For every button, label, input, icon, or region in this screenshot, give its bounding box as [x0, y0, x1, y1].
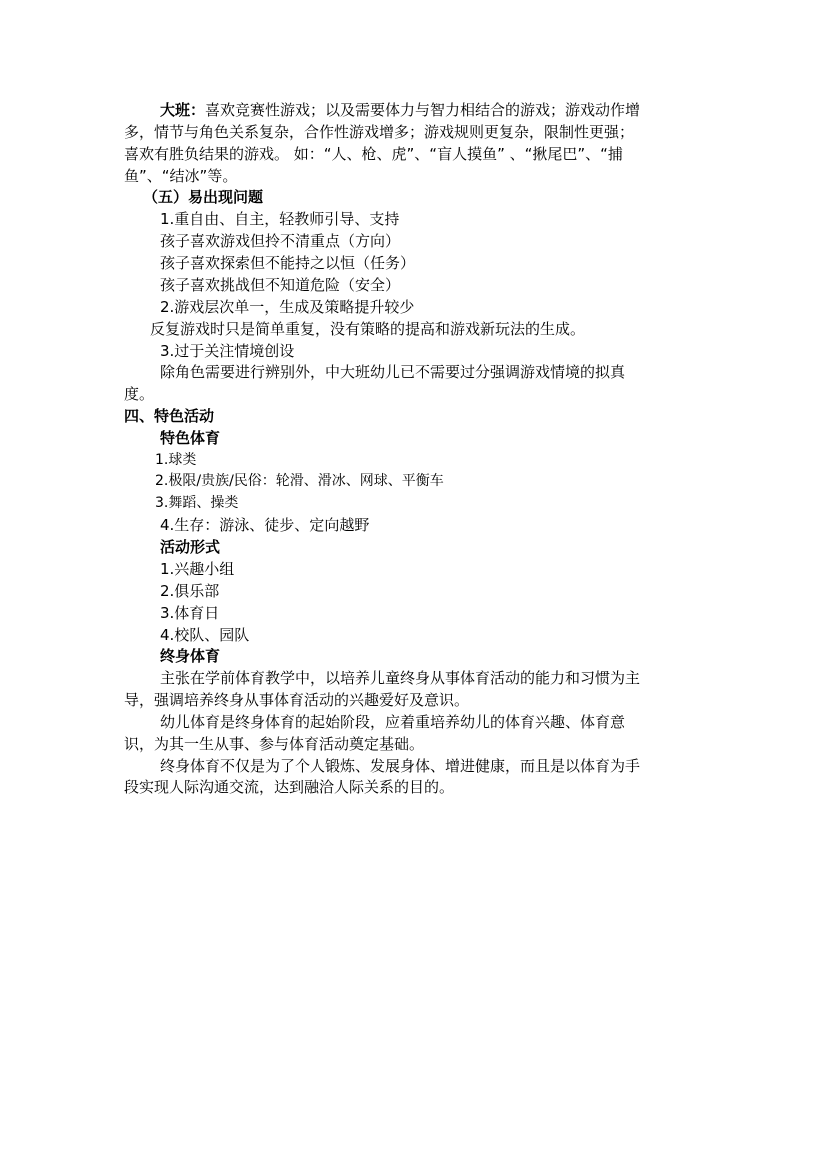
activity-form-item-4: 4.校队、园队	[160, 626, 250, 644]
lifelong-p2-line-2: 识，为其一生从事、参与体育活动奠定基础。	[124, 735, 425, 753]
daban-text-1: 喜欢竞赛性游戏；以及需要体力与智力相结合的游戏；游戏动作增	[205, 101, 641, 119]
problem-item-1: 1.重自由、自主，轻教师引导、支持	[160, 210, 400, 228]
feature-pe-heading: 特色体育	[160, 429, 221, 447]
lifelong-p3-line-2: 段实现人际沟通交流，达到融洽人际关系的目的。	[124, 778, 455, 796]
lifelong-p1-line-1: 主张在学前体育教学中，以培养儿童终身从事体育活动的能力和习惯为主	[160, 669, 641, 687]
daban-label: 大班：	[160, 101, 206, 119]
lifelong-p1-line-2: 导，强调培养终身从事体育活动的兴趣爱好及意识。	[124, 691, 470, 709]
activity-form-item-2: 2.俱乐部	[160, 582, 220, 600]
problem-item-1-sub-3: 孩子喜欢挑战但不知道危险（安全）	[160, 276, 401, 294]
activity-form-item-3: 3.体育日	[160, 604, 220, 622]
lifelong-p3-line-1: 终身体育不仅是为了个人锻炼、发展身体、增进健康，而且是以体育为手	[160, 757, 641, 775]
problem-item-2-sub-1: 反复游戏时只是简单重复，没有策略的提高和游戏新玩法的生成。	[150, 320, 586, 338]
feature-pe-item-4: 4.生存：游泳、徒步、定向越野	[160, 516, 370, 534]
problem-item-3-sub-1: 除角色需要进行辨别外，中大班幼儿已不需要过分强调游戏情境的拟真	[160, 363, 626, 381]
feature-pe-item-2: 2.极限/贵族/民俗：轮滑、滑冰、网球、平衡车	[155, 473, 444, 489]
feature-pe-item-3: 3.舞蹈、操类	[155, 495, 239, 511]
problem-item-1-sub-1: 孩子喜欢游戏但拎不清重点（方向）	[160, 232, 401, 250]
daban-line-1	[160, 99, 640, 121]
lifelong-p2-line-1: 幼儿体育是终身体育的起始阶段，应着重培养幼儿的体育兴趣、体育意	[160, 713, 626, 731]
section-five-heading: （五）易出现问题	[143, 188, 264, 206]
problem-item-3: 3.过于关注情境创设	[160, 342, 295, 360]
daban-line-4: 鱼”、“结冰”等。	[124, 167, 238, 185]
section-four-heading: 四、特色活动	[124, 407, 215, 425]
daban-line-3: 喜欢有胜负结果的游戏。 如：“人、枪、虎”、“盲人摸鱼” 、“揪尾巴”、“捕	[124, 145, 623, 163]
activity-form-item-1: 1.兴趣小组	[160, 560, 235, 578]
daban-line-2: 多，情节与角色关系复杂，合作性游戏增多；游戏规则更复杂，限制性更强；	[124, 123, 635, 141]
problem-item-1-sub-2: 孩子喜欢探索但不能持之以恒（任务）	[160, 254, 416, 272]
problem-item-3-sub-2: 度。	[124, 385, 155, 403]
activity-forms-heading: 活动形式	[160, 538, 221, 556]
problem-item-2: 2.游戏层次单一，生成及策略提升较少	[160, 298, 415, 316]
lifelong-pe-heading: 终身体育	[160, 647, 221, 665]
feature-pe-item-1: 1.球类	[155, 452, 197, 468]
